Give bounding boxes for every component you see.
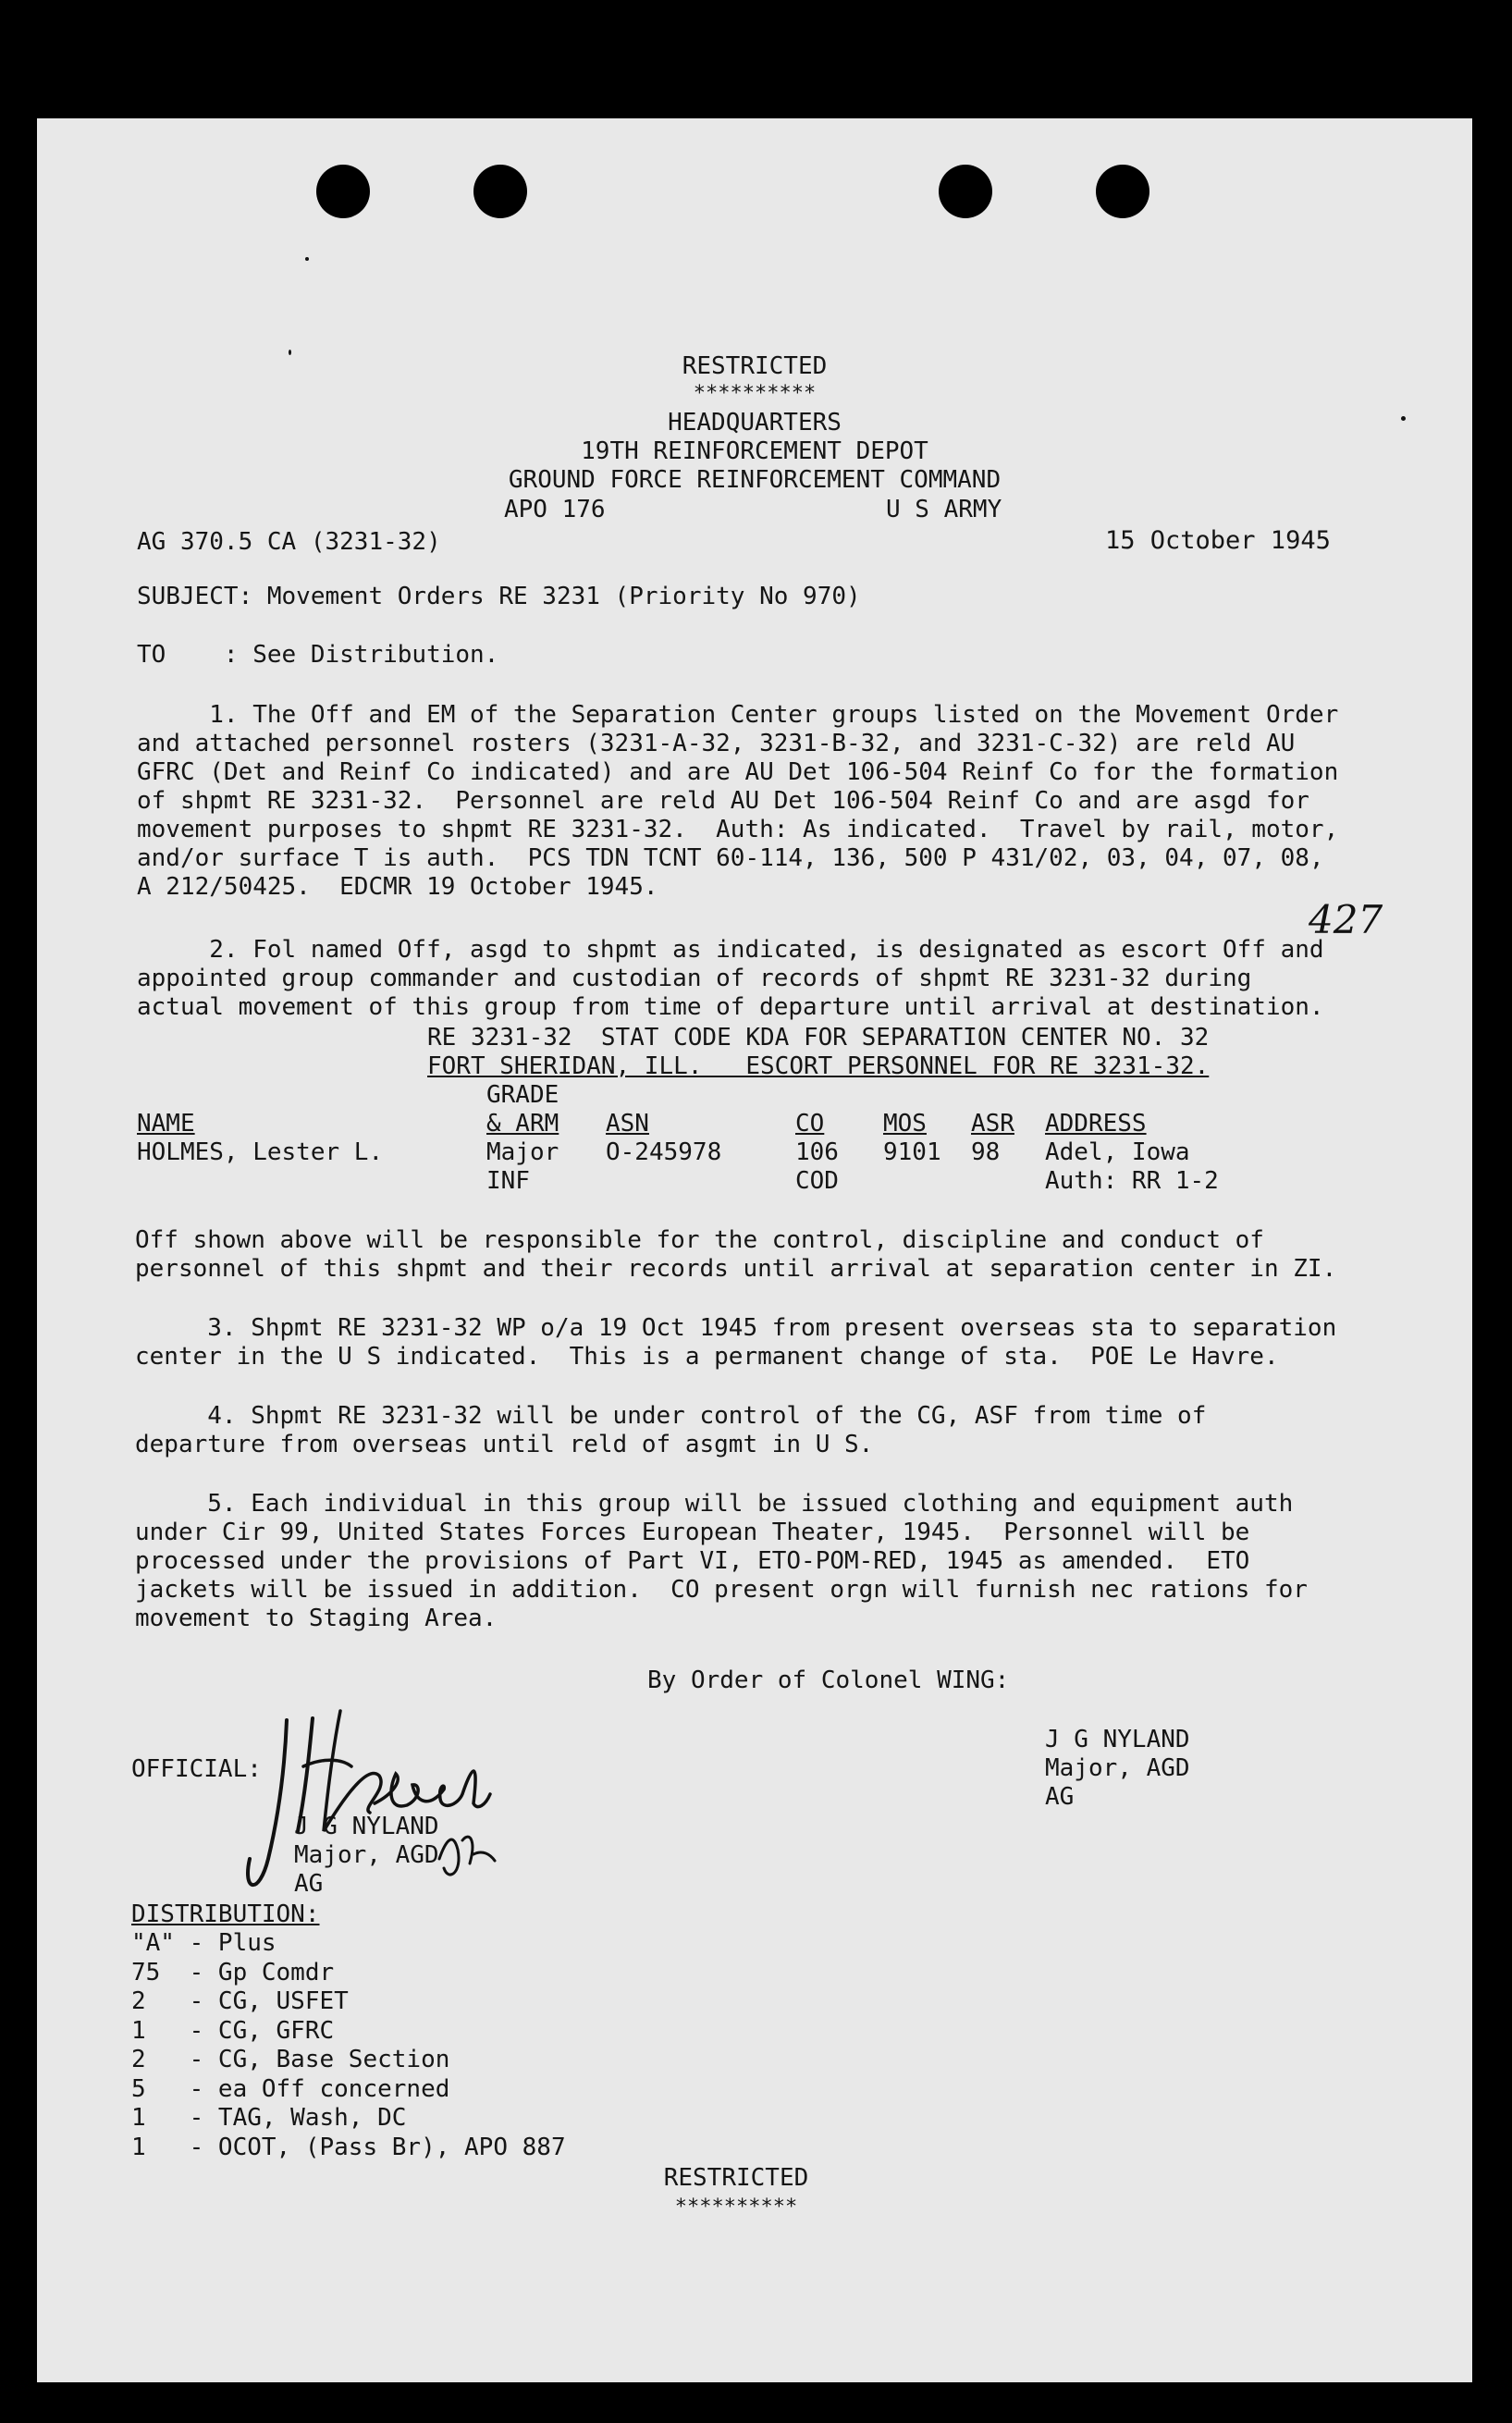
header-address: ADDRESS <box>1045 1110 1147 1138</box>
cell-asr: 98 <box>971 1138 1001 1166</box>
cell-mos: 9101 <box>883 1138 941 1166</box>
paragraph-3 <box>135 1314 1336 1371</box>
header-asr: ASR <box>971 1110 1014 1138</box>
text-line: Off shown above will be responsible for the control, discipline and conduct of <box>135 1226 1264 1254</box>
text-line: 5. Each individual in this group will be issued clothing and equipment auth <box>135 1490 1294 1518</box>
text-line: 3. Shpmt RE 3231-32 WP o/a 19 Oct 1945 from present overseas sta to separation <box>135 1314 1337 1342</box>
header-grade-top: GRADE <box>486 1081 559 1109</box>
text-line: 1. The Off and EM of the Separation Center groups listed on the Movement Order <box>137 701 1339 729</box>
roster-title-1: RE 3231-32 STAT CODE KDA FOR SEPARATION CENTER NO. 32 <box>427 1024 1210 1052</box>
text-line: 4. Shpmt RE 3231-32 will be under control of the CG, ASF from time of <box>135 1402 1207 1430</box>
header-asn: ASN <box>606 1110 649 1138</box>
official-label: OFFICIAL: <box>131 1755 262 1783</box>
punch-hole <box>316 165 370 218</box>
paragraph-2-continued <box>135 1226 1336 1284</box>
cell-grade: Major <box>486 1138 559 1166</box>
distribution-line: 1 - OCOT, (Pass Br), APO 887 <box>131 2133 566 2161</box>
text-line: appointed group commander and custodian of records of shpmt RE 3231-32 during <box>137 965 1252 992</box>
text-line: and/or surface T is auth. PCS TDN TCNT 60-114, 136, 500 P 431/02, 03, 04, 07, 08, <box>137 844 1324 872</box>
cell-auth: Auth: RR 1-2 <box>1045 1167 1219 1195</box>
text-line: movement to Staging Area. <box>135 1605 498 1632</box>
header-grade: & ARM <box>486 1110 559 1138</box>
cell-co: 106 <box>795 1138 839 1166</box>
distribution-line: 75 - Gp Comdr <box>131 1958 335 1986</box>
star-rule: ********** <box>693 382 817 405</box>
text-line: center in the U S indicated. This is a permanent change of sta. POE Le Havre. <box>135 1343 1279 1371</box>
apo: APO 176 <box>504 496 606 523</box>
classification-top: RESTRICTED <box>682 352 828 380</box>
distribution-line: 2 - CG, Base Section <box>131 2046 450 2073</box>
cell-asn: O-245978 <box>606 1138 722 1166</box>
header-co: CO <box>795 1110 825 1138</box>
text-line: GFRC (Det and Reinf Co indicated) and are AU Det 106-504 Reinf Co for the formation <box>137 758 1339 786</box>
punch-hole <box>473 165 527 218</box>
header-name: NAME <box>137 1110 195 1138</box>
distribution-line: "A" - Plus <box>131 1929 277 1957</box>
subject-line: SUBJECT: Movement Orders RE 3231 (Priority No 970) <box>137 583 861 610</box>
distribution-title: DISTRIBUTION: <box>131 1900 320 1928</box>
paragraph-1 <box>137 701 1338 902</box>
header-mos: MOS <box>883 1110 927 1138</box>
signer-name: J G NYLAND <box>1045 1726 1190 1753</box>
text-line: and attached personnel rosters (3231-A-32, 3231-B-32, and 3231-C-32) are reld AU <box>137 730 1296 757</box>
signer-rank: Major, AGD <box>1045 1754 1190 1782</box>
punch-hole <box>1096 165 1149 218</box>
paragraph-5 <box>135 1490 1308 1633</box>
command-name: GROUND FORCE REINFORCEMENT COMMAND <box>508 466 1002 494</box>
roster-title-2: FORT SHERIDAN, ILL. ESCORT PERSONNEL FOR RE 3231-32. <box>427 1052 1210 1080</box>
signature-icon <box>231 1702 536 1905</box>
text-line: jackets will be issued in addition. CO present orgn will furnish nec rations for <box>135 1576 1308 1604</box>
text-line: movement purposes to shpmt RE 3231-32. Auth: As indicated. Travel by rail, motor, <box>137 816 1339 843</box>
cell-name: HOLMES, Lester L. <box>137 1138 384 1166</box>
distribution-line: 5 - ea Off concerned <box>131 2074 450 2103</box>
text-line: departure from overseas until reld of asgmt in U S. <box>135 1431 874 1458</box>
cell-arm: INF <box>486 1167 530 1195</box>
document-page <box>37 118 1472 2382</box>
distribution-line: 1 - TAG, Wash, DC <box>131 2104 407 2132</box>
headquarters: HEADQUARTERS <box>668 409 842 437</box>
text-line: of shpmt RE 3231-32. Personnel are reld AU Det 106-504 Reinf Co and are asgd for <box>137 787 1309 815</box>
file-reference: AG 370.5 CA (3231-32) <box>137 528 441 556</box>
speck <box>305 257 309 261</box>
depot-name: 19TH REINFORCEMENT DEPOT <box>581 437 928 465</box>
distribution-line: 1 - CG, GFRC <box>131 2016 335 2045</box>
army: U S ARMY <box>886 496 1002 523</box>
text-line: actual movement of this group from time of departure until arrival at destination. <box>137 993 1324 1021</box>
text-line: A 212/50425. EDCMR 19 October 1945. <box>137 873 658 901</box>
text-line: personnel of this shpmt and their records until arrival at separation center in ZI. <box>135 1255 1337 1283</box>
cell-co-2: COD <box>795 1167 839 1195</box>
official-rank: Major, AGD <box>294 1841 439 1869</box>
punch-hole <box>939 165 992 218</box>
signer-office: AG <box>1045 1783 1075 1811</box>
text-line: 2. Fol named Off, asgd to shpmt as indicated, is designated as escort Off and <box>137 936 1324 964</box>
cell-address: Adel, Iowa <box>1045 1138 1190 1166</box>
paragraph-2 <box>137 936 1324 1022</box>
paragraph-4 <box>135 1402 1206 1459</box>
by-order-line: By Order of Colonel WING: <box>647 1667 1010 1694</box>
official-office: AG <box>294 1870 324 1898</box>
classification-bottom: RESTRICTED <box>663 2164 809 2192</box>
text-line: processed under the provisions of Part VI, ETO-POM-RED, 1945 as amended. ETO <box>135 1547 1250 1575</box>
text-line: under Cir 99, United States Forces European Theater, 1945. Personnel will be <box>135 1519 1250 1546</box>
distribution-line: 2 - CG, USFET <box>131 1987 349 2015</box>
distribution-list <box>131 1929 566 2162</box>
order-date: 15 October 1945 <box>1105 526 1331 555</box>
to-line: TO : See Distribution. <box>137 641 499 669</box>
official-name: J G NYLAND <box>294 1813 439 1840</box>
star-rule-bottom: ********** <box>674 2195 798 2219</box>
handwritten-margin-number: 427 <box>1309 897 1383 942</box>
